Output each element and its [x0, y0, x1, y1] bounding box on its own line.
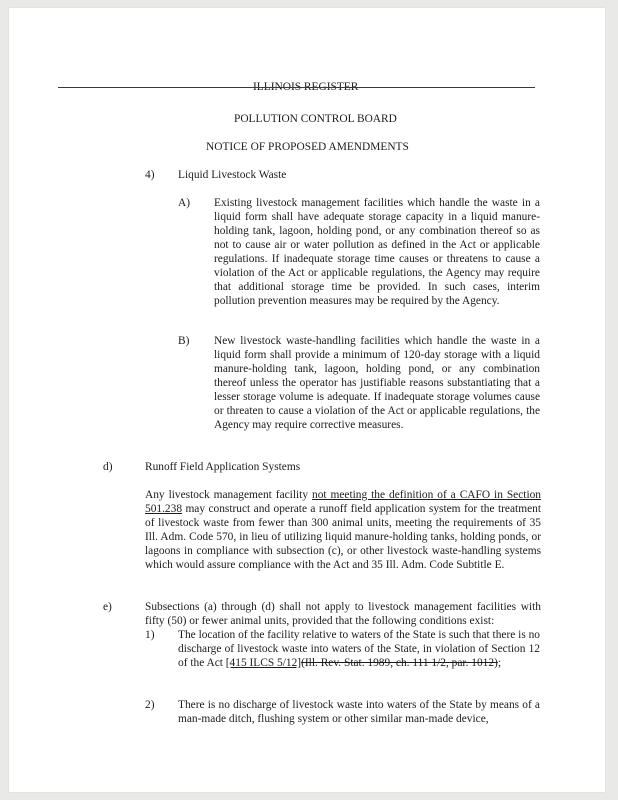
item-e2-marker: 2)	[145, 699, 155, 711]
item-d-text	[145, 488, 541, 572]
item-e1-deleted-citation: (Ill. Rev. Stat. 1989, ch. 111 1/2, par. 1012)	[301, 657, 498, 669]
item-d-marker: d)	[103, 461, 113, 473]
item-e1-inserted-citation: [415 ILCS 5/12]	[225, 657, 302, 669]
item-d-inserted-text: not meeting the definition of a CAFO in Section 501.238	[145, 489, 541, 515]
item-A-marker: A)	[178, 197, 191, 209]
item-d-title: Runoff Field Application Systems	[145, 461, 301, 473]
item-e-marker: e)	[103, 601, 112, 613]
item-e1-text	[178, 628, 540, 670]
item-d-text-start: Any livestock management facility	[145, 489, 312, 501]
item-4-marker: 4)	[145, 169, 155, 181]
register-title: ILLINOIS REGISTER	[253, 81, 359, 93]
notice-title: NOTICE OF PROPOSED AMENDMENTS	[206, 141, 409, 153]
board-name: POLLUTION CONTROL BOARD	[234, 113, 397, 125]
item-e1-text-end: ;	[497, 657, 502, 669]
item-d-text-end: may construct and operate a runoff field application system for the treatment of livestock waste from fewer than 300 animal units, meeting the requirements of 35 Ill. Adm. Code 570, in lieu of utilizing liquid manure-holding tanks, holding ponds, or lagoons in compliance with subsection (c), or other livestock waste-handling systems which would assure compliance with the Act and 35 Ill. Adm. Code Subtitle E.	[145, 503, 541, 571]
item-e2-text: There is no discharge of livestock waste into waters of the State by means of a man-made ditch, flushing system or other similar man-made device,	[178, 699, 540, 725]
item-B-marker: B)	[178, 335, 190, 347]
item-4-title: Liquid Livestock Waste	[178, 169, 287, 181]
header-rule	[58, 87, 535, 88]
item-e1-text-start: The location of the facility relative to waters of the State is such that there is no discharge of livestock waste into waters of the State, in violation of Section 12 of the Act	[178, 629, 540, 669]
item-e1-marker: 1)	[145, 629, 155, 641]
item-A-text: Existing livestock management facilities which handle the waste in a liquid form shall have adequate storage capacity in a liquid manure-holding tank, lagoon, holding pond, or any combination thereof so as not to cause air or water pollution as defined in the Act or applicable regulations. If inadequate storage time causes or threatens to cause a violation of the Act or applicable regulations, the Agency may require that additional storage time be provided. In such cases, interim pollution prevention measures may be required by the Agency.	[214, 197, 540, 307]
item-B-text: New livestock waste-handling facilities which handle the waste in a liquid form shall provide a minimum of 120-day storage with a liquid manure-holding tank, lagoon, holding pond, or any combination thereof unless the operator has justifiable reasons substantiating that a lesser storage volume is adequate. If inadequate storage volumes cause or threaten to cause a violation of the Act or applicable regulations, the Agency may require corrective measures.	[214, 335, 540, 431]
item-e-text: Subsections (a) through (d) shall not apply to livestock management facilities with fifty (50) or fewer animal units, provided that the following conditions exist:	[145, 601, 541, 627]
